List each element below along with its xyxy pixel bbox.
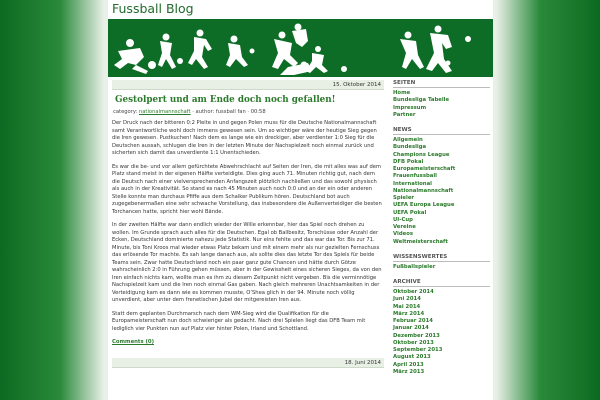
sidebar-link-fussballspieler[interactable]: Fußballspieler: [393, 263, 436, 270]
archive-item[interactable]: Mai 2014: [393, 303, 421, 310]
archive-item[interactable]: Januar 2014: [393, 325, 429, 332]
category-item[interactable]: Weltmeisterschaft: [393, 238, 448, 245]
news-category-list: [393, 137, 490, 246]
sidebar-link-bundesliga-tabelle[interactable]: Bundesliga Tabelle: [393, 97, 450, 104]
archive-item[interactable]: September 2013: [393, 347, 443, 353]
category-item[interactable]: Bundesliga: [393, 144, 427, 151]
archive-item[interactable]: März 2014: [393, 310, 425, 317]
archive-item[interactable]: April 2013: [393, 361, 424, 368]
archive-item[interactable]: August 2013: [393, 354, 431, 361]
football-players-silhouettes: [108, 19, 493, 77]
sidebar-heading-news: NEWS: [393, 127, 490, 135]
post-paragraph: Es war die be- und vor allem gefürchtete Abwehrschlacht auf Seiten der Iren, die mit alles was auf dem Platz stand meist in der eigenen Hälfte verteidigte. Dies ging auch 71. Minuten richtig gut, nach dem die Deutsch nach einer vielversprechenden Anfangszeit plötzlich nachließen und das sowohl physisch als auch in der Kreativität. So stand es nach 45 Minuten auch noch 0:0 und an der ein oder anderen Stelle konnte man durchaus Pfiffe aus dem Schalker Publikum hören. Deutschland bot auch zugegebenermaßen eine sehr schwache Vorstellung, das insbesondere die Außenverteidiger die besten Torchancen hatte, spricht hier wohl Bände.: [112, 163, 382, 215]
category-label: category:: [113, 109, 138, 115]
pages-list: [393, 90, 490, 119]
wissenswertes-list: [393, 264, 490, 271]
blog-page: [108, 0, 493, 400]
post-meta: [113, 109, 384, 115]
archive-item[interactable]: Oktober 2014: [393, 289, 434, 295]
archive-item[interactable]: Juni 2014: [393, 296, 421, 303]
sidebar-link-partner[interactable]: Partner: [393, 111, 416, 118]
category-item[interactable]: Vereine: [393, 224, 416, 230]
category-item[interactable]: International: [393, 180, 432, 187]
sidebar-link-impressum[interactable]: Impressum: [393, 104, 427, 111]
category-item[interactable]: Champions League: [393, 151, 450, 158]
category-item[interactable]: Videos: [393, 231, 413, 238]
post-date-bar: 15. Oktober 2014: [112, 80, 384, 90]
author-info: · author: fussball fan · 00:58: [192, 109, 266, 115]
category-item[interactable]: Nationalmannschaft: [393, 187, 454, 194]
header: [108, 0, 493, 19]
category-item[interactable]: Allgemein: [393, 137, 423, 143]
sidebar: [393, 80, 490, 376]
main-content: [112, 80, 384, 368]
blog-title-link[interactable]: Fussball Blog: [112, 1, 194, 16]
post-date-bar: 18. Juni 2014: [112, 358, 384, 368]
archive-item[interactable]: März 2013: [393, 368, 425, 375]
category-item[interactable]: Frauenfussball: [393, 173, 437, 180]
post-paragraph: Statt dem geplanten Durchmarsch nach dem WM-Sieg wird die Qualifikation für die Europameisterschaft nun doch schwieriger als gedacht. Nach drei Spielen liegt das DFB Team mit lediglich vier Punkten nun auf Platz vier hinter Polen, Irland und Schottland.: [112, 310, 366, 332]
category-item[interactable]: Europameisterschaft: [393, 166, 456, 172]
comments-link[interactable]: Comments (0): [112, 339, 154, 345]
category-item[interactable]: UEFA Pokal: [393, 209, 427, 216]
category-item[interactable]: UI-Cup: [393, 216, 413, 223]
post-title-link[interactable]: Gestolpert und am Ende doch noch gefallen!: [115, 95, 336, 105]
archive-item[interactable]: Oktober 2013: [393, 339, 434, 346]
category-item[interactable]: UEFA Europa League: [393, 202, 455, 209]
header-banner: [108, 19, 493, 77]
category-link[interactable]: nationalmannschaft: [138, 109, 191, 115]
post-paragraph: In der zweiten Hälfte war dann endlich wieder der Wille erkennbar, hier das Spiel noch drehen zu wollen. Im Grunde sprach auch alles für die Deutschen. Egal ob Ballbesitz, Torschüsse oder Anzahl der Ecken, Deutschland dominierte nahezu jede Statistik. Nur eins fehlte und das war das Tor. Bis zur 71. Minute, bis Toni Kroos mal wieder etwas Platz bekam und mit einem mehr als nur gezielten Fernschuss das erlösende Tor machte. Es sah lange danach aus, als sollte dies das letzte Tor des Spiels für beide Teams sein. Zwar hatte Deutschland noch ein paar ganz gute Chancen und hätte durch Götze wahrscheinlich 2:0 in Führung gehen müssen, aber in der Gewissheit eines sicheren Sieges, da von den Iren einfach nichts kam, wollte man es ihm zu diesem Zeitpunkt nicht vergeben. Bis die verminnötige Nachspielzeit kam und die Iren noch einmal Gas gaben. Nach gleich mehreren Unachtsamkeiten in der Verteidigung kam es dann wie es kommen musste, O’Shea glich in der 94. Minute noch völlig unverdient, aber unter dem frenetischen Jubel der mitgereisten Iren aus.: [112, 222, 382, 303]
category-item[interactable]: DFB Pokal: [393, 158, 424, 165]
sidebar-heading-archive: ARCHIVE: [393, 279, 490, 287]
sidebar-heading-seiten: SEITEN: [393, 80, 490, 88]
category-item[interactable]: Spieler: [393, 195, 415, 201]
archive-list: [393, 289, 490, 376]
archive-item[interactable]: Februar 2014: [393, 318, 433, 324]
archive-item[interactable]: Dezember 2013: [393, 332, 440, 339]
sidebar-link-home[interactable]: Home: [393, 90, 411, 96]
post-paragraph: Der Druck nach der bitteren 0:2 Pleite in und gegen Polen muss für die Deutsche Nationalmannschaft samt Verantwortliche wohl doch immens gewesen sein. Um so wichtiger wäre der heutige Sieg gegen die Iren gewesen. Pustkuchen! Nach dem es lange wie ein dreckiger, aber verdienter 1:0 Sieg für die Deutschen aussah, schlugen die Iren in der letzten Minute der Nachspielzeit noch einmal zurück und sicherten sich damit das unverdiente 1:1 Unentschieden.: [112, 120, 377, 156]
post-body: [112, 120, 384, 333]
sidebar-heading-wissenswertes: WISSENSWERTES: [393, 254, 490, 262]
